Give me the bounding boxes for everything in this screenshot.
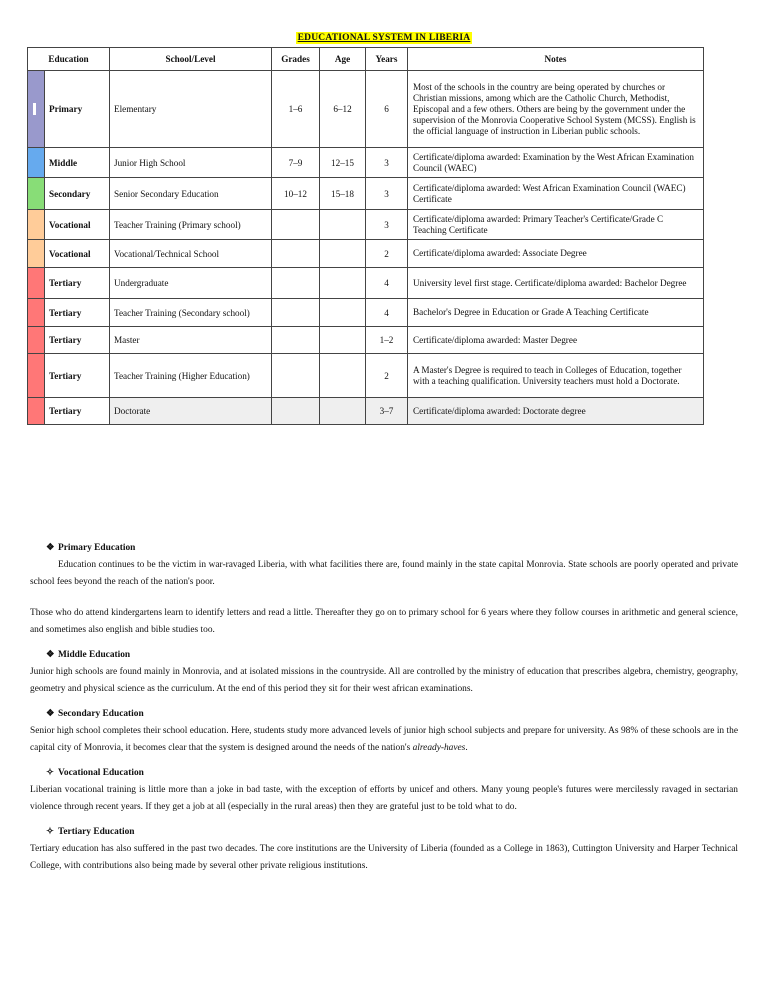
table-row bbox=[28, 240, 704, 268]
cell-education: Middle bbox=[45, 148, 110, 178]
cell-age bbox=[320, 398, 366, 425]
cell-grades: 10–12 bbox=[272, 178, 320, 210]
level-color-swatch bbox=[28, 240, 45, 268]
cell-school-level: Doctorate bbox=[110, 398, 272, 425]
cell-years: 2 bbox=[366, 240, 408, 268]
table-row bbox=[28, 148, 704, 178]
table-row bbox=[28, 268, 704, 299]
diamond-outline-bullet-icon: ✧ bbox=[46, 768, 54, 778]
header-years: Years bbox=[366, 48, 408, 71]
cell-school-level: Teacher Training (Secondary school) bbox=[110, 299, 272, 327]
diamond-bullet-icon: ❖ bbox=[46, 543, 55, 553]
table-row bbox=[28, 71, 704, 148]
table-row bbox=[28, 398, 704, 425]
cell-school-level: Master bbox=[110, 327, 272, 354]
section-heading-secondary: ❖ Secondary Education bbox=[30, 706, 738, 723]
cell-notes: Certificate/diploma awarded: Primary Teacher's Certificate/Grade C Teaching Certificate bbox=[408, 210, 704, 240]
level-color-swatch bbox=[28, 398, 45, 425]
cell-notes: Certificate/diploma awarded: Master Degree bbox=[408, 327, 704, 354]
cell-education: Tertiary bbox=[45, 354, 110, 398]
spacer bbox=[30, 757, 738, 765]
sections bbox=[30, 540, 738, 875]
cell-age bbox=[320, 299, 366, 327]
paragraph-vocational-1: Liberian vocational training is little more than a joke in bad taste, with the exception of efforts by unicef and others. Many young people's futures were mercilessly ravaged in sectarian violence through recent years. If they get a job at all (especially in the rural areas) then they are grateful just to be told what to do. bbox=[30, 785, 738, 812]
cell-school-level: Senior Secondary Education bbox=[110, 178, 272, 210]
cell-grades bbox=[272, 268, 320, 299]
cell-education: Vocational bbox=[45, 210, 110, 240]
table-row bbox=[28, 327, 704, 354]
cell-grades: 7–9 bbox=[272, 148, 320, 178]
document-title-wrap bbox=[0, 27, 768, 45]
cell-years: 4 bbox=[366, 299, 408, 327]
paragraph-primary-2: Those who do attend kindergartens learn to identify letters and read a little. Thereafter they go on to primary school for 6 years where they follow courses in arithmetic and general science, and sometimes also english and bible studies too. bbox=[30, 608, 738, 635]
section-heading-primary: ❖ Primary Education bbox=[30, 540, 738, 557]
section-heading-middle: ❖ Middle Education bbox=[30, 647, 738, 664]
cell-grades: 1–6 bbox=[272, 71, 320, 148]
header-school-level: School/Level bbox=[110, 48, 272, 71]
cell-education: Tertiary bbox=[45, 268, 110, 299]
cell-grades bbox=[272, 299, 320, 327]
cell-age bbox=[320, 327, 366, 354]
cell-grades bbox=[272, 354, 320, 398]
section-heading-vocational: ✧ Vocational Education bbox=[30, 765, 738, 782]
document-title: EDUCATIONAL SYSTEM IN LIBERIA bbox=[297, 33, 471, 43]
cell-age bbox=[320, 354, 366, 398]
table-header-row bbox=[28, 48, 704, 71]
cell-grades bbox=[272, 398, 320, 425]
education-system-table bbox=[27, 47, 704, 425]
spacer bbox=[30, 698, 738, 706]
level-color-swatch bbox=[28, 327, 45, 354]
header-age: Age bbox=[320, 48, 366, 71]
cell-grades bbox=[272, 240, 320, 268]
table-row bbox=[28, 210, 704, 240]
cell-years: 3 bbox=[366, 178, 408, 210]
cell-notes: Bachelor's Degree in Education or Grade A Teaching Certificate bbox=[408, 299, 704, 327]
cell-education: Tertiary bbox=[45, 327, 110, 354]
cell-education: Secondary bbox=[45, 178, 110, 210]
level-marker-icon bbox=[33, 103, 36, 115]
level-color-swatch bbox=[28, 71, 45, 148]
level-color-swatch bbox=[28, 268, 45, 299]
cell-notes: A Master's Degree is required to teach in Colleges of Education, together with a teaching qualification. University teachers must hold a Doctorate. bbox=[408, 354, 704, 398]
diamond-outline-bullet-icon: ✧ bbox=[46, 827, 54, 837]
cell-years: 1–2 bbox=[366, 327, 408, 354]
cell-education: Primary bbox=[45, 71, 110, 148]
cell-years: 3–7 bbox=[366, 398, 408, 425]
paragraph-primary-1: Education continues to be the victim in war-ravaged Liberia, with what facilities there are, found mainly in the state capital Monrovia. State schools are poorly operated and private school fees beyond the reach of the nation's poor. bbox=[30, 560, 738, 587]
level-color-swatch bbox=[28, 354, 45, 398]
cell-education: Vocational bbox=[45, 240, 110, 268]
cell-education: Tertiary bbox=[45, 299, 110, 327]
section-heading-tertiary: ✧ Tertiary Education bbox=[30, 824, 738, 841]
table-row bbox=[28, 178, 704, 210]
cell-grades bbox=[272, 327, 320, 354]
cell-grades bbox=[272, 210, 320, 240]
paragraph-middle-1: Junior high schools are found mainly in Monrovia, and at isolated missions in the countryside. All are controlled by the ministry of education that prescribes algebra, chemistry, geography, geometry and physical science as the curriculum. At the end of this period they sit for their west african examinations. bbox=[30, 667, 738, 694]
cell-age bbox=[320, 240, 366, 268]
cell-notes: Most of the schools in the country are being operated by churches or Christian missions, among which are the Catholic Church, Methodist, Episcopal and a few others. Others are being by the government under the supervision of the Monrovia Cooperative School System (MCSS). English is the official language of instruction in Liberian public schools. bbox=[408, 71, 704, 148]
header-notes: Notes bbox=[408, 48, 704, 71]
cell-years: 4 bbox=[366, 268, 408, 299]
cell-notes: Certificate/diploma awarded: Associate Degree bbox=[408, 240, 704, 268]
cell-education: Tertiary bbox=[45, 398, 110, 425]
level-color-swatch bbox=[28, 148, 45, 178]
spacer bbox=[30, 639, 738, 647]
cell-school-level: Junior High School bbox=[110, 148, 272, 178]
spacer bbox=[30, 816, 738, 824]
cell-age: 12–15 bbox=[320, 148, 366, 178]
spacer bbox=[30, 591, 738, 605]
level-color-swatch bbox=[28, 210, 45, 240]
table-row bbox=[28, 354, 704, 398]
cell-school-level: Vocational/Technical School bbox=[110, 240, 272, 268]
cell-school-level: Teacher Training (Higher Education) bbox=[110, 354, 272, 398]
diamond-bullet-icon: ❖ bbox=[46, 650, 55, 660]
cell-school-level: Teacher Training (Primary school) bbox=[110, 210, 272, 240]
level-color-swatch bbox=[28, 178, 45, 210]
table-body bbox=[28, 71, 704, 425]
cell-notes: Certificate/diploma awarded: Doctorate degree bbox=[408, 398, 704, 425]
cell-notes: University level first stage. Certificate/diploma awarded: Bachelor Degree bbox=[408, 268, 704, 299]
level-color-swatch bbox=[28, 299, 45, 327]
cell-age bbox=[320, 268, 366, 299]
cell-years: 2 bbox=[366, 354, 408, 398]
paragraph-tertiary-1: Tertiary education has also suffered in the past two decades. The core institutions are the University of Liberia (founded as a College in 1863), Cuttington University and Harper Technical College, with contributions also being made by several other private religious institutions. bbox=[30, 844, 738, 871]
cell-years: 6 bbox=[366, 71, 408, 148]
cell-notes: Certificate/diploma awarded: Examination by the West African Examination Council (WAEC) bbox=[408, 148, 704, 178]
cell-school-level: Undergraduate bbox=[110, 268, 272, 299]
header-education: Education bbox=[28, 48, 110, 71]
diamond-bullet-icon: ❖ bbox=[46, 709, 55, 719]
cell-years: 3 bbox=[366, 148, 408, 178]
header-grades: Grades bbox=[272, 48, 320, 71]
cell-years: 3 bbox=[366, 210, 408, 240]
cell-notes: Certificate/diploma awarded: West African Examination Council (WAEC) Certificate bbox=[408, 178, 704, 210]
cell-age bbox=[320, 210, 366, 240]
cell-age: 15–18 bbox=[320, 178, 366, 210]
cell-age: 6–12 bbox=[320, 71, 366, 148]
cell-school-level: Elementary bbox=[110, 71, 272, 148]
paragraph-secondary-1: Senior high school completes their school education. Here, students study more advanced levels of junior high school subjects and prepare for university. As 98% of these schools are in the capital city of Monrovia, it becomes clear that the system is designed around the needs of the nation's already-haves. bbox=[30, 726, 738, 753]
table-row bbox=[28, 299, 704, 327]
